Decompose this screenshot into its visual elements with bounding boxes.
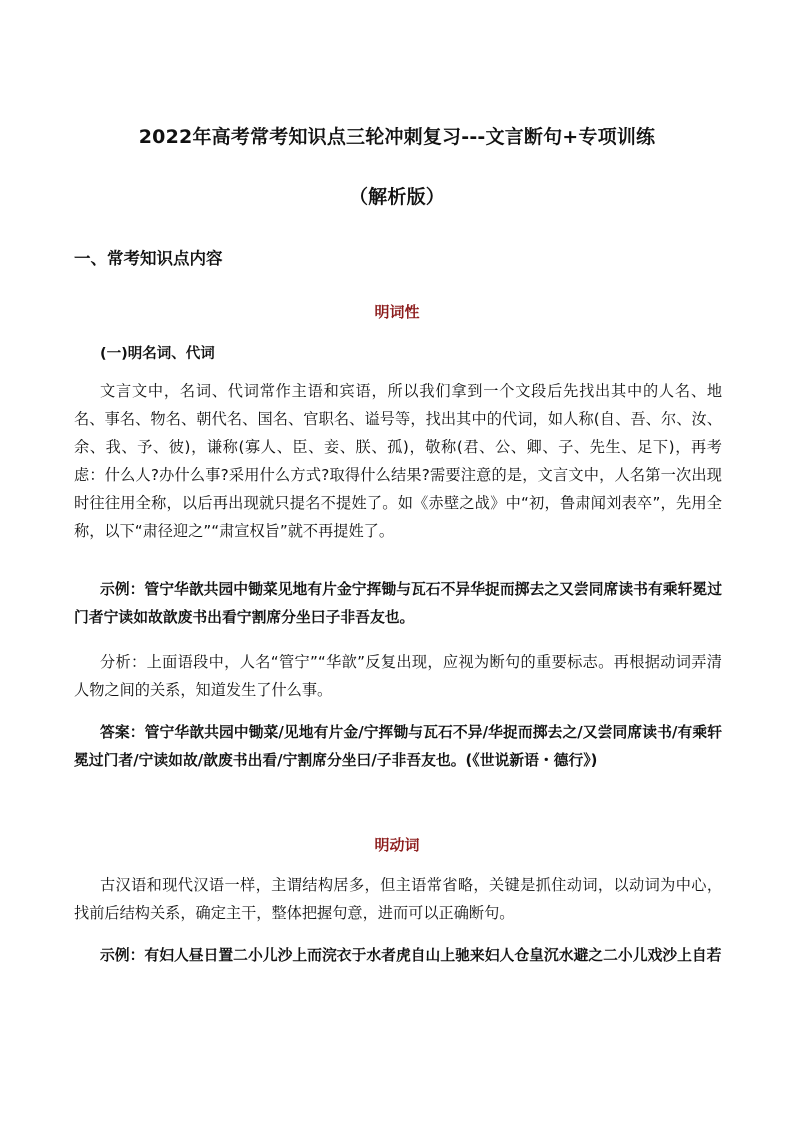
section-title-verbs: 明动词 bbox=[374, 836, 420, 854]
document-title: 2022年高考常考知识点三轮冲刺复习---文言断句+专项训练 bbox=[138, 126, 656, 148]
analysis-paragraph: 分析：上面语段中，人名“管宁”“华歆”反复出现，应视为断句的重要标志。再根据动词弄清人物之间的关系，知道发生了什么事。 bbox=[74, 653, 722, 699]
example-paragraph-1: 示例：管宁华歆共园中锄菜见地有片金宁挥锄与瓦石不异华捉而掷去之又尝同席读书有乘轩冕过门者宁读如故歆废书出看宁割席分坐曰子非吾友也。 bbox=[74, 581, 722, 626]
subheading-nouns-pronouns: (一)明名词、代词 bbox=[100, 346, 215, 362]
section-title-nouns: 明词性 bbox=[374, 303, 420, 321]
document-subtitle: （解析版） bbox=[348, 186, 445, 208]
paragraph-nouns-explanation: 文言文中，名词、代词常作主语和宾语，所以我们拿到一个文段后先找出其中的人名、地名、事名、物名、朝代名、国名、官职名、谥号等，找出其中的代词，如人称(自、吾、尔、汝、余、我、予、彼)，谦称(寡人、臣、妾、朕、孤)，敬称(君、公、卿、子、先生、足下)，再考虑：什么人?办什么事?采用什么方式?取得什么结果?需要注意的是，文言文中，人名第一次出现时往往用全称，以后再出现就只提名不提姓了。如《赤壁之战》中“初，鲁肃闻刘表卒”，先用全称，以下“肃径迎之”“肃宣权旨”就不再提姓了。 bbox=[74, 382, 722, 540]
paragraph-verbs-explanation: 古汉语和现代汉语一样，主谓结构居多，但主语常省略，关键是抓住动词，以动词为中心，找前后结构关系，确定主干，整体把握句意，进而可以正确断句。 bbox=[74, 876, 722, 922]
answer-paragraph: 答案：管宁华歆共园中锄菜/见地有片金/宁挥锄与瓦石不异/华捉而掷去之/又尝同席读书/有乘轩冕过门者/宁读如故/歆废书出看/宁割席分坐曰/子非吾友也。(《世说新语・德行》) bbox=[74, 724, 722, 769]
heading-knowledge-points: 一、常考知识点内容 bbox=[74, 249, 223, 268]
example-paragraph-2: 示例：有妇人昼日置二小儿沙上而浣衣于水者虎自山上驰来妇人仓皇沉水避之二小儿戏沙上自若 bbox=[100, 947, 722, 964]
